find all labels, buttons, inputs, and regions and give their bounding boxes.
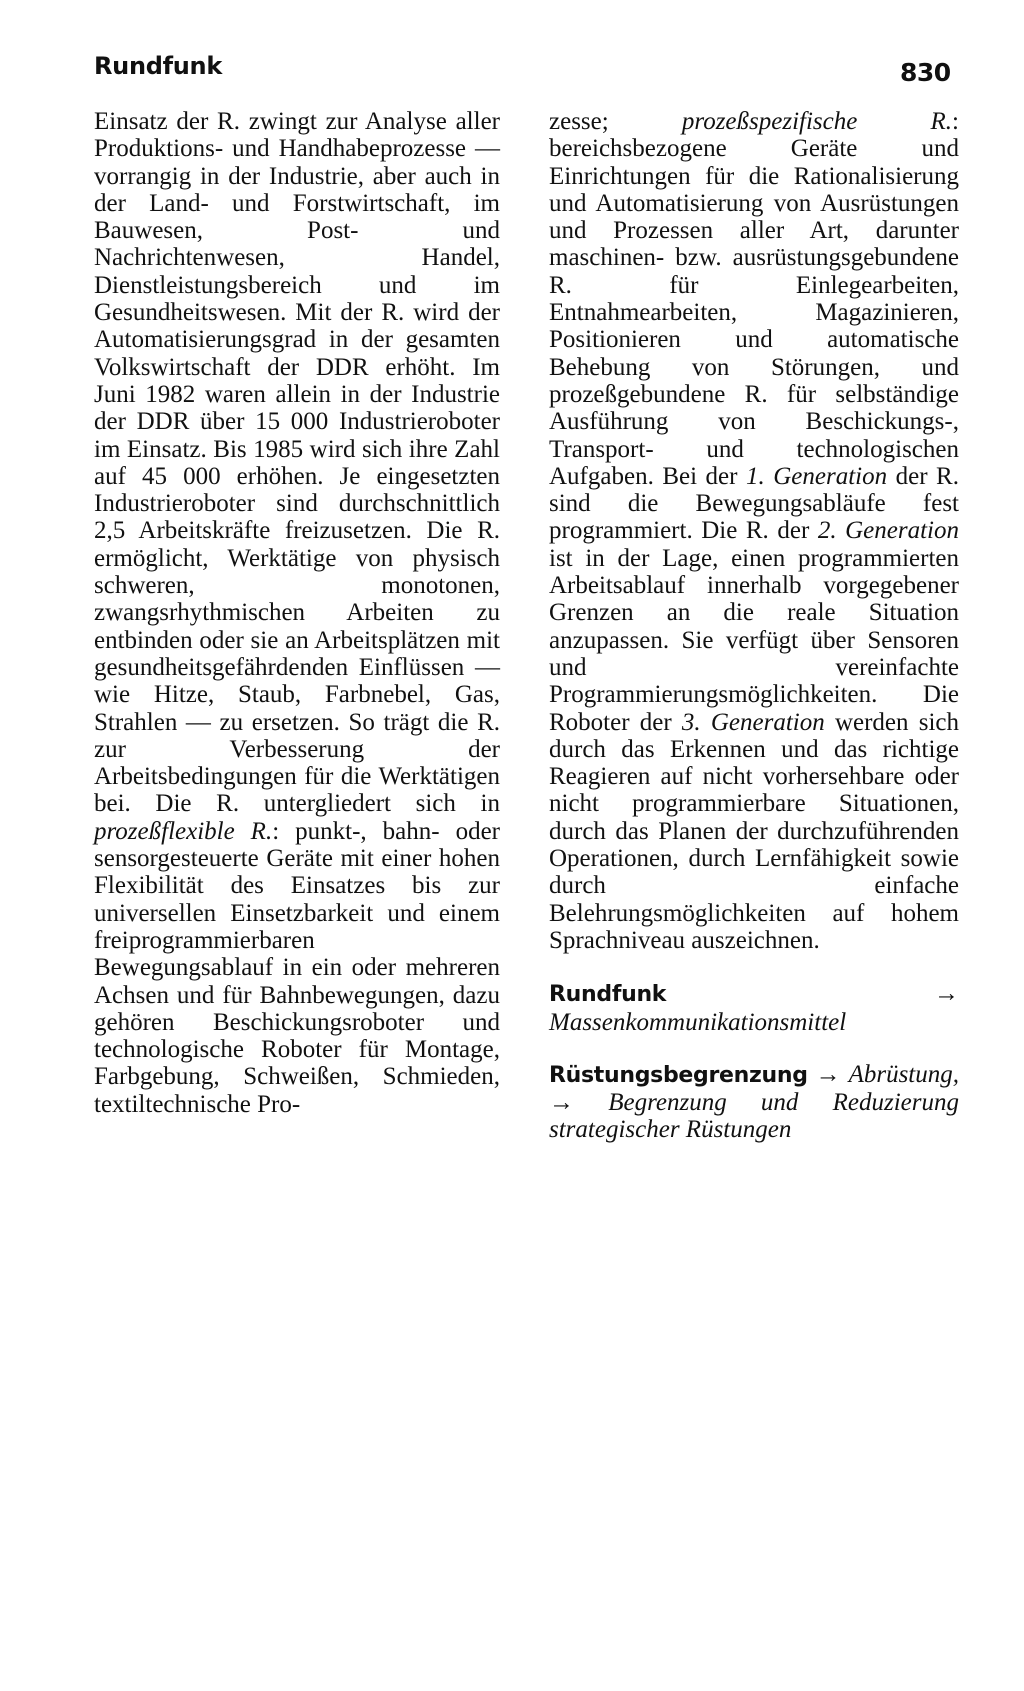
italic-term: 2. Generation (817, 517, 959, 545)
article-text-part: werden sich durch das Erkennen und das richtige Reagieren auf nicht vorhersehbare oder nicht programmierbare Situationen, durch das Planen der durchzuführenden Operationen, durch Lernfähigkeit sowie durch einfache Belehrungsmöglichkeiten auf hohem Sprachniveau auszeichnen. (549, 708, 960, 954)
italic-term: prozeßspezifische R. (681, 108, 953, 135)
entry-rundfunk (549, 980, 959, 1036)
italic-term: 1. Generation (745, 462, 888, 490)
article-text-part: : punkt-, bahn- oder sensorgesteuerte Geräte mit einer hohen Flexibilität des Einsatzes bis zur universellen Einsetzbarkeit und einem freiprogrammierbaren Bewegungsablauf in ein oder mehreren Achsen und für Bahnbewegungen, dazu gehören Beschickungsroboter und technologische Roboter für Montage, Farbgebung, Schweißen, Schmieden, textiltechnische Pro- (94, 817, 500, 1118)
left-column (94, 108, 500, 1118)
article-text-right (549, 108, 959, 954)
article-text-part: Einsatz der R. zwingt zur Analyse aller Produktions- und Handhabeprozesse — vorrangig in der Industrie, aber auch in der Land- und Forstwirtschaft, im Bauwesen, Post- und Nachrichtenwesen, Handel, Dienstleistungsbereich und im Gesundheitswesen. Mit der R. wird der Automatisierungsgrad in der gesamten Volkswirtschaft der DDR erhöht. Im Juni 1982 waren allein in der Industrie der DDR über 15 000 Industrieroboter im Einsatz. Bis 1985 wird sich ihre Zahl auf 45 000 erhöhen. Je eingesetzten Industrieroboter sind durchschnittlich 2,5 Arbeitskräfte freizusetzen. Die R. ermöglicht, Werktätige von physisch schweren, monotonen, zwangsrhythmischen Arbeiten zu entbinden oder sie an Arbeitsplätzen mit gesundheitsgefährdenden Einflüssen — wie Hitze, Staub, Farbnebel, Gas, Strahlen — zu ersetzen. So trägt die R. zur Verbesserung der Arbeitsbedingungen für die Werktätigen bei. Die R. untergliedert sich in (94, 108, 500, 818)
entry-headword: Rundfunk (549, 982, 667, 1008)
italic-term: 3. Generation (681, 708, 825, 736)
cross-reference-link[interactable]: Massenkommunikationsmittel (549, 1008, 847, 1036)
cross-reference-link[interactable]: Begrenzung und Reduzierung strategischer Rüstungen (549, 1089, 959, 1144)
article-text-left (94, 108, 500, 1118)
article-text-part: : bereichsbezogene Geräte und Einrichtungen für die Rationalisierung und Automatisierung von Ausrüstungen und Prozessen aller Art, darunter maschinen- bzw. ausrüstungsgebundene R. für Einlegearbeiten, Entnahmearbeiten, Magazinieren, Positionieren und automatische Behebung von Störungen, und prozeßgebundene R. für selbständige Ausführung von Beschickungs-, Transport- und technologischen Aufgaben. Bei der (549, 108, 959, 490)
article-text-part: zesse; (549, 108, 682, 135)
cross-reference-arrow-icon: → (934, 980, 959, 1008)
entry-headword: Rüstungsbegrenzung (549, 1062, 808, 1088)
italic-term: prozeßflexible R. (94, 817, 273, 845)
article-text-part: der R. sind die Bewegungsabläufe fest programmiert. Die R. der (549, 462, 959, 545)
cross-reference-link[interactable]: Abrüstung, (848, 1060, 959, 1088)
running-head: Rundfunk (94, 52, 223, 80)
right-column (549, 108, 959, 1144)
article-text-part: ist in der Lage, einen programmierten Arbeitsablauf innerhalb vorgegebener Grenzen an die reale Situation anzupassen. Sie verfügt über Sensoren und vereinfachte Programmierungsmöglichkeiten. Die Roboter der (549, 544, 959, 736)
cross-reference-arrow-icon: → (549, 1089, 574, 1117)
cross-reference-arrow-icon: → (815, 1060, 841, 1088)
page-number: 830 (900, 58, 951, 87)
entry-ruestungsbegrenzung (549, 1061, 959, 1144)
